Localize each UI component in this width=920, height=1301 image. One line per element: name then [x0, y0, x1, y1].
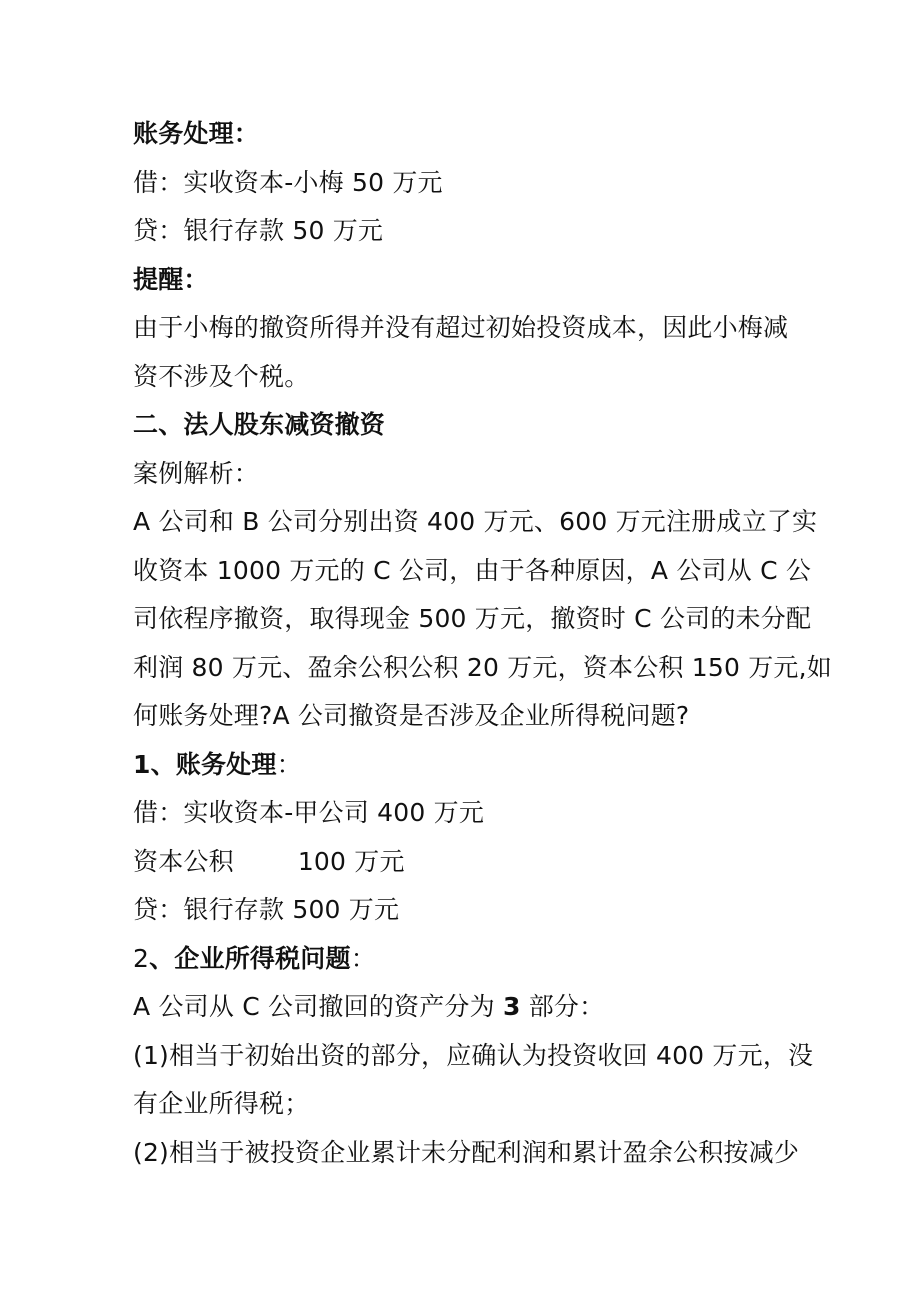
case-text-line-1: A 公司和 B 公司分别出资 400 万元、600 万元注册成立了实 — [133, 507, 818, 536]
section-heading-corporate-shareholder: 二、法人股东减资撤资 — [133, 410, 386, 439]
subheading-accounting-treatment — [133, 741, 793, 790]
subheading-income-tax-colon: ： — [350, 943, 376, 973]
reminder-text-line-2: 资不涉及个税。 — [133, 361, 310, 391]
capital-reserve-amount: 100 万元 — [297, 846, 405, 876]
credit-entry-bank-deposit: 贷：银行存款 50 万元 — [133, 216, 384, 245]
subheading-accounting-treatment-bold: 1、账务处理 — [133, 749, 277, 779]
part-1-text-line-1: (1)相当于初始出资的部分，应确认为投资收回 400 万元，没 — [133, 1040, 814, 1070]
asset-parts-intro-pre: A 公司从 C 公司撤回的资产分为 — [133, 992, 503, 1021]
asset-parts-count: 3 — [502, 992, 521, 1021]
case-text-line-2: 收资本 1000 万元的 C 公司，由于各种原因，A 公司从 C 公 — [133, 555, 812, 585]
subheading-income-tax-bold: 、企业所得税问题 — [149, 943, 351, 973]
part-2-text-line-1: (2)相当于被投资企业累计未分配利润和累计盈余公积按减少 — [133, 1137, 800, 1167]
part-1-text-line-2: 有企业所得税； — [133, 1089, 310, 1118]
debit-entry-company-capital: 借：实收资本-甲公司 400 万元 — [133, 798, 485, 827]
subheading-accounting-treatment-colon: ： — [276, 749, 302, 779]
document-body — [133, 110, 832, 1177]
heading-accounting-treatment: 账务处理： — [133, 119, 260, 148]
capital-reserve-label: 资本公积 — [133, 846, 234, 876]
capital-reserve-entry — [133, 838, 793, 887]
subheading-income-tax — [133, 935, 793, 984]
asset-parts-intro-post: 部分： — [520, 992, 605, 1021]
case-analysis-label: 案例解析： — [133, 458, 260, 488]
subheading-income-tax-number: 2 — [133, 943, 150, 973]
debit-entry-paid-in-capital: 借：实收资本-小梅 50 万元 — [133, 167, 443, 197]
case-text-line-4: 利润 80 万元、盈余公积公积 20 万元，资本公积 150 万元,如 — [133, 652, 832, 682]
case-text-line-3: 司依程序撤资，取得现金 500 万元，撤资时 C 公司的未分配 — [133, 604, 812, 633]
heading-reminder: 提醒： — [133, 264, 209, 294]
asset-parts-intro — [133, 983, 793, 1032]
credit-entry-bank-deposit-500: 贷：银行存款 500 万元 — [133, 895, 400, 924]
reminder-text-line-1: 由于小梅的撤资所得并没有超过初始投资成本，因此小梅减 — [133, 313, 789, 342]
case-text-line-5: 何账务处理?A 公司撤资是否涉及企业所得税问题? — [133, 701, 690, 730]
